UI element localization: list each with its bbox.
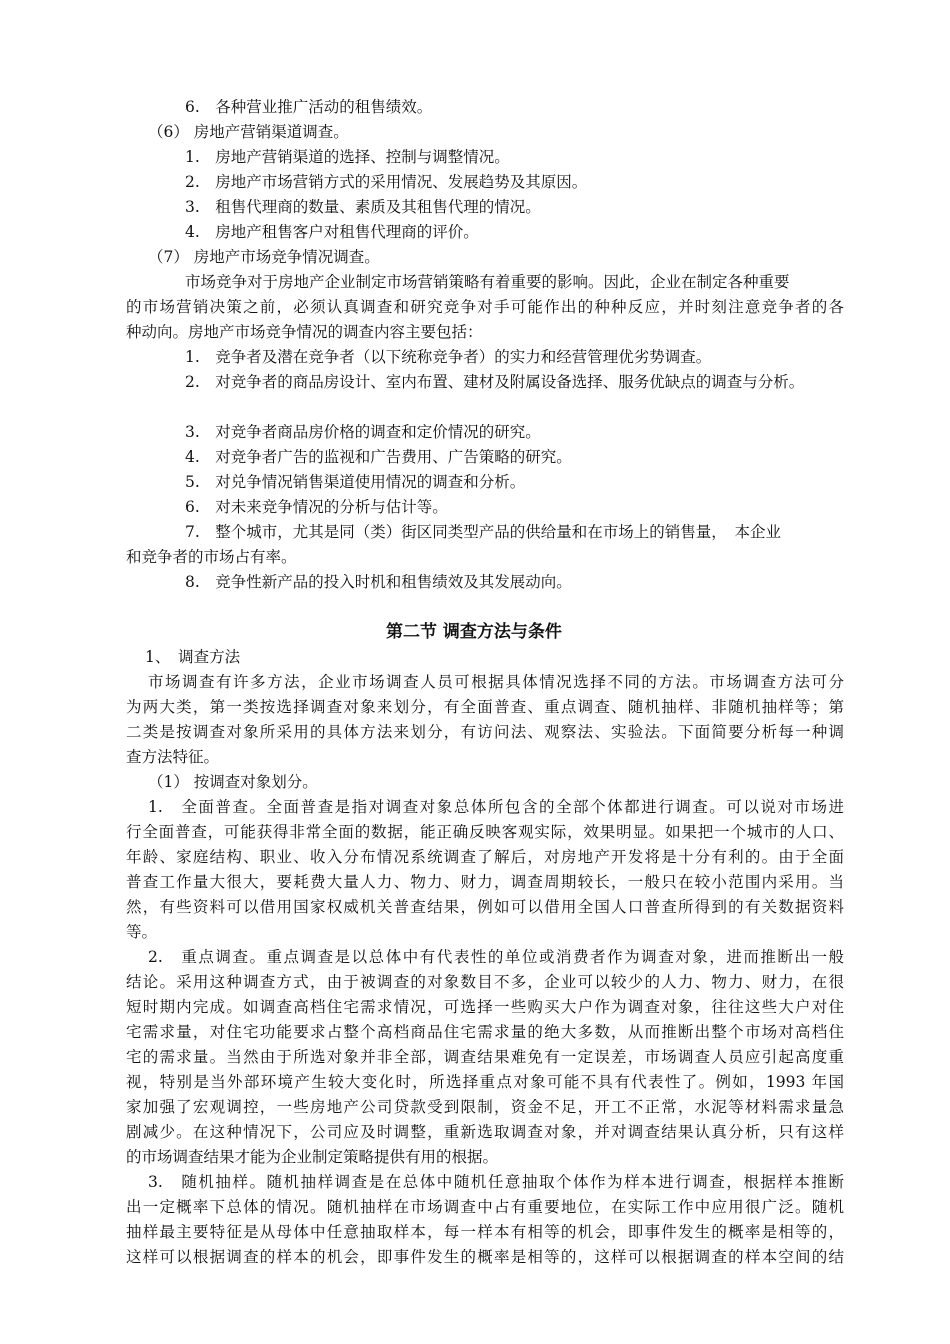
paragraph-line: 剧减少。在这种情况下，公司应及时调整，重新选取调查对象，并对调查结果认真分析，只有这样	[126, 1123, 844, 1141]
paragraph-line: 的市场营销决策之前，必须认真调查和研究竞争对手可能作出的种种反应，并时刻注意竞争者的各	[126, 298, 844, 316]
list-item: 6. 各种营业推广活动的租售绩效。	[185, 98, 433, 116]
paragraph-line: 视，特别是当外部环境产生较大变化时，所选择重点对象可能不具有代表性了。例如，1993 年国	[126, 1073, 844, 1091]
paragraph-line: 抽样最主要特征是从母体中任意抽取样本，每一样本有相等的机会，即事件发生的概率是相等的，	[126, 1223, 844, 1241]
paragraph-line: 结论。采用这种调查方式，由于被调查的对象数目不多，企业可以较少的人力、物力、财力，在很	[126, 973, 844, 991]
list-item: 4. 房地产租售客户对租售代理商的评价。	[185, 223, 479, 241]
list-item: 2. 房地产市场营销方式的采用情况、发展趋势及其原因。	[185, 173, 588, 191]
list-item: 2. 对竞争者的商品房设计、室内布置、建材及附属设备选择、服务优缺点的调查与分析。	[185, 373, 805, 391]
paragraph-line: 家加强了宏观调控，一些房地产公司贷款受到限制，资金不足，开工不正常，水泥等材料需求量急	[126, 1098, 844, 1116]
paragraph-line: 宅需求量，对住宅功能要求占整个高档商品住宅需求量的绝大多数，从而推断出整个市场对高档住	[126, 1023, 844, 1041]
paragraph-line: 等。	[126, 923, 158, 941]
paragraph-line: 然，有些资料可以借用国家权威机关普查结果，例如可以借用全国人口普查所得到的有关数据资料	[126, 898, 844, 916]
list-item: 7. 整个城市，尤其是同（类）街区同类型产品的供给量和在市场上的销售量， 本企业	[185, 523, 782, 541]
paragraph-line: 1. 全面普查。全面普查是指对调查对象总体所包含的全部个体都进行调查。可以说对市场进	[148, 798, 844, 816]
paragraph-line: 市场调查有许多方法，企业市场调查人员可根据具体情况选择不同的方法。市场调查方法可分	[148, 673, 844, 691]
paragraph-line: 行全面普查，可能获得非常全面的数据，能正确反映客观实际，效果明显。如果把一个城市的人口、	[126, 823, 844, 841]
paragraph-line: 年龄、家庭结构、职业、收入分布情况系统调查了解后，对房地产开发将是十分有利的。由于全面	[126, 848, 844, 866]
paragraph-line: 市场竞争对于房地产企业制定市场营销策略有着重要的影响。因此，企业在制定各种重要	[185, 273, 790, 291]
paragraph-line: 出一定概率下总体的情况。随机抽样在市场调查中占有重要地位，在实际工作中应用很广泛。随机	[126, 1198, 844, 1216]
paragraph-line: 这样可以根据调查的样本的机会，即事件发生的概率是相等的，这样可以根据调查的样本空间的结	[126, 1248, 844, 1266]
paragraph-line: 的市场调查结果才能为企业制定策略提供有用的根据。	[126, 1148, 499, 1166]
paragraph-line: 查方法特征。	[126, 748, 220, 766]
paragraph-line: 种动向。房地产市场竞争情况的调查内容主要包括：	[126, 323, 483, 341]
list-item: 5. 对兑争情况销售渠道使用情况的调查和分析。	[185, 473, 526, 491]
section-subheading: （7） 房地产市场竞争情况调查。	[148, 248, 380, 266]
paragraph-line: 普查工作量大很大，要耗费大量人力、物力、财力，调查周期较长，一般只在较小范围内采用。当	[126, 873, 844, 891]
paragraph-line: 和竞争者的市场占有率。	[126, 548, 297, 566]
section-subheading: （1） 按调查对象划分。	[148, 773, 318, 791]
section-title: 第二节 调查方法与条件	[386, 622, 562, 642]
paragraph-line: 3. 随机抽样。随机抽样调查是在总体中随机任意抽取个体作为样本进行调查，根据样本推断	[148, 1173, 844, 1191]
paragraph-line: 二类是按调查对象所采用的具体方法来划分，有访问法、观察法、实验法。下面简要分析每一种调	[126, 723, 844, 741]
paragraph-line: 为两大类，第一类按选择调查对象来划分，有全面普查、重点调查、随机抽样、非随机抽样等；第	[126, 698, 844, 716]
list-item: 1. 房地产营销渠道的选择、控制与调整情况。	[185, 148, 510, 166]
list-item: 3. 租售代理商的数量、素质及其租售代理的情况。	[185, 198, 541, 216]
section-subheading: （6） 房地产营销渠道调查。	[148, 123, 349, 141]
paragraph-line: 宅的需求量。当然由于所选对象并非全部，调查结果难免有一定误差，市场调查人员应引起高度重	[126, 1048, 844, 1066]
paragraph-line: 短时期内完成。如调查高档住宅需求情况，可选择一些购买大户作为调查对象，往往这些大户对住	[126, 998, 844, 1016]
subsection-heading: 1、 调查方法	[145, 648, 241, 666]
list-item: 8. 竞争性新产品的投入时机和租售绩效及其发展动向。	[185, 573, 572, 591]
list-item: 1. 竞争者及潜在竞争者（以下统称竞争者）的实力和经营管理优劣势调查。	[185, 348, 712, 366]
list-item: 4. 对竞争者广告的监视和广告费用、广告策略的研究。	[185, 448, 572, 466]
list-item: 6. 对未来竞争情况的分析与估计等。	[185, 498, 448, 516]
paragraph-line: 2. 重点调查。重点调查是以总体中有代表性的单位或消费者作为调查对象，进而推断出一般	[148, 948, 844, 966]
list-item: 3. 对竞争者商品房价格的调查和定价情况的研究。	[185, 423, 541, 441]
